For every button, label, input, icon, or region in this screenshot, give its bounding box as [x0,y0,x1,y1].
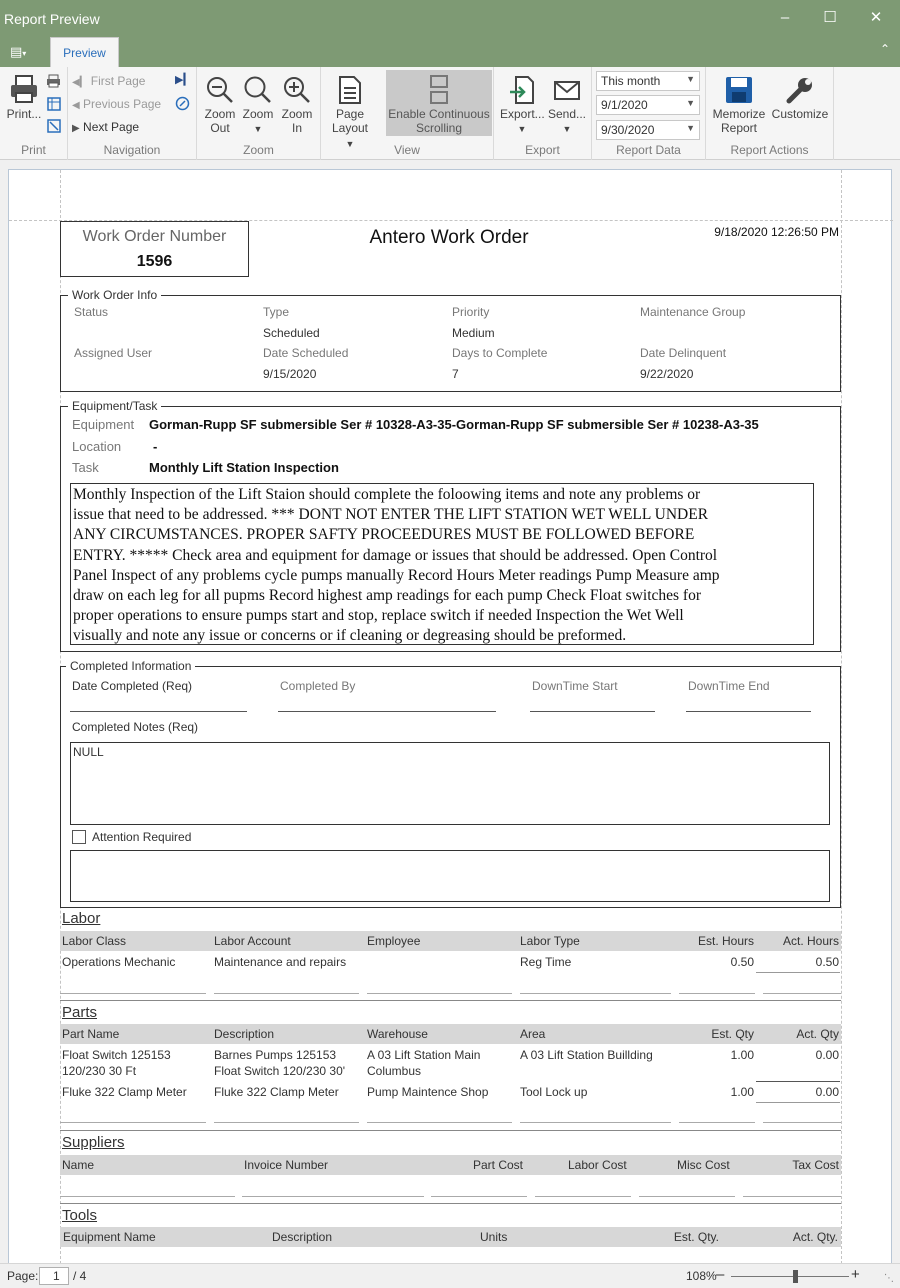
task-description-line: proper operations to ensure pumps start and stop, replace switch if needed Inspection the Wet Well [73,607,684,625]
column-underline [639,1196,735,1197]
suppliers-header-cell: Part Cost [473,1158,524,1172]
minimize-button[interactable]: – [780,9,790,26]
labor-cell: 0.50 [730,955,754,969]
labor-cell: Maintenance and repairs [214,955,347,969]
column-underline [520,993,671,994]
window-title: Report Preview [4,11,100,27]
table-row [60,1084,841,1126]
report-title: Antero Work Order [369,227,529,248]
work-order-info-legend: Work Order Info [68,288,161,302]
page-total: / 4 [73,1269,87,1283]
parts-cell: Pump Maintence Shop [367,1085,489,1099]
completed-notes-label: Completed Notes (Req) [72,720,199,734]
memorize-label-2: Report [720,121,758,135]
column-underline [743,1196,841,1197]
labor-header-cell: Labor Type [520,934,580,948]
zoom-out-icon [205,75,235,105]
attention-required-checkbox[interactable] [72,830,86,844]
title-bar [0,0,900,36]
type-value: Scheduled [263,326,320,340]
task-description-line: Panel Inspect of any problems cycle pumps manually Record Hours Meter readings Pump Measure amp [73,566,720,584]
parts-title: Parts [62,1004,98,1021]
column-underline [520,1122,671,1123]
first-page-button[interactable] [72,74,145,94]
end-date-value: 9/30/2020 [601,123,655,137]
page-number-value: 1 [53,1269,60,1283]
type-label: Type [263,305,290,319]
task-description [70,483,814,645]
labor-cell: 0.50 [815,955,839,969]
zoom-in-label-2: In [291,121,302,135]
parts-cell: Tool Lock up [520,1085,588,1099]
page-setup-icon[interactable] [47,97,61,111]
scale-icon[interactable] [47,119,61,133]
tools-header-cell: Est. Qty. [673,1230,719,1244]
date-range-select[interactable] [596,71,700,91]
zoom-in-slider-button[interactable]: + [851,1266,860,1283]
days-to-complete-value: 7 [452,367,459,381]
continuous-scrolling-button[interactable] [386,75,492,135]
parts-header-cell: Area [520,1027,546,1041]
completed-by-label: Completed By [280,679,356,693]
parts-header-cell: Warehouse [367,1027,428,1041]
zoom-out-label-1: Zoom [204,107,236,121]
collapse-ribbon-icon[interactable]: ⌃ [879,42,890,56]
group-caption-export: Export [525,143,560,157]
report-page [8,169,892,1263]
maximize-button[interactable]: ☐ [823,9,837,26]
completed-notes-value: NULL [73,745,104,759]
group-print [0,67,68,160]
zoom-out-slider-button[interactable]: – [716,1266,725,1283]
zoom-percent: 108% [686,1269,717,1283]
suppliers-header-cell: Misc Cost [677,1158,730,1172]
continuous-label-2: Scrolling [415,121,463,135]
work-order-number-box [60,221,249,277]
zoom-out-label-2: Out [210,121,230,135]
completed-information-section [60,659,841,908]
memorize-label-1: Memorize [712,107,766,121]
page-layout-button[interactable]: Page Layout ▼ [327,75,373,151]
first-page-icon: ◀▎ [72,77,88,88]
suppliers-title: Suppliers [62,1134,125,1151]
next-page-label: Next Page [83,120,140,134]
customize-label: Customize [771,107,829,121]
group-caption-view: View [394,143,420,157]
export-icon [508,75,536,105]
labor-header-cell: Act. Hours [782,934,839,948]
print-button[interactable] [4,73,44,121]
page-number-input[interactable] [39,1267,69,1285]
labor-header-cell: Labor Class [62,934,127,948]
column-underline [535,1196,631,1197]
next-page-button[interactable] [72,120,139,140]
status-bar [0,1263,900,1288]
previous-page-icon: ◀ [72,100,80,111]
zoom-in-button[interactable] [278,75,316,135]
act-hours-underline [756,972,840,973]
parts-cell: 1.00 [730,1048,754,1062]
attention-notes-box[interactable] [70,850,830,902]
parts-cell: 0.00 [815,1085,839,1099]
downtime-end-label: DownTime End [688,679,770,693]
parts-cell: Float Switch 125153 120/230 30 Ft [62,1048,171,1078]
printer-icon [8,73,40,105]
completed-information-legend: Completed Information [66,659,195,673]
location-value: - [153,439,158,454]
date-delinquent-value: 9/22/2020 [640,367,694,381]
zoom-out-button[interactable] [201,75,239,135]
group-caption-zoom: Zoom [243,143,274,157]
column-underline [60,1122,206,1123]
column-underline [679,993,755,994]
act-qty-underline [756,1081,840,1082]
equipment-task-section [60,399,841,652]
close-button[interactable]: ✕ [869,9,883,26]
tools-header-cell: Equipment Name [63,1230,156,1244]
group-report-actions [706,67,834,160]
envelope-icon [553,75,581,105]
table-row [60,1195,841,1199]
send-button[interactable]: Send... ▼ [546,75,588,136]
labor-header-cell: Labor Account [214,934,291,948]
zoom-in-label-1: Zoom [281,107,313,121]
group-caption-print: Print [21,143,46,157]
priority-value: Medium [452,326,495,340]
location-label: Location [72,439,122,454]
export-button[interactable]: Export... ▼ [500,75,544,136]
print-label: Print... [6,107,42,121]
parts-header-cell: Est. Qty [711,1027,754,1041]
section-divider [60,1130,841,1131]
suppliers-header-cell: Invoice Number [244,1158,329,1172]
days-to-complete-label: Days to Complete [452,346,548,360]
suppliers-header-cell: Tax Cost [792,1158,839,1172]
section-divider [60,1000,841,1001]
column-underline [367,993,512,994]
date-completed-label: Date Completed (Req) [72,679,193,693]
parts-header-row [60,1024,841,1044]
parts-cell: Fluke 322 Clamp Meter [214,1085,339,1099]
section-divider [60,1203,841,1204]
labor-cell: Reg Time [520,955,572,969]
table-row [60,954,841,994]
task-description-line: Monthly Inspection of the Lift Staion should complete the foloowing items and note any problems or [73,486,701,503]
wrench-icon [785,75,815,105]
group-caption-report-data: Report Data [616,143,681,157]
page-layout-label-2: Layout [331,121,369,135]
previous-page-label: Previous Page [83,97,162,111]
column-underline [431,1196,527,1197]
continuous-scrolling-icon [427,75,451,105]
parts-header-cell: Act. Qty [796,1027,839,1041]
downtime-end-field[interactable] [686,711,811,712]
group-export [494,67,592,160]
chevron-down-icon: ▼ [686,123,695,133]
parts-cell: Barnes Pumps 125153 Float Switch 120/230 30' [214,1048,346,1078]
group-caption-navigation: Navigation [103,143,161,157]
send-label: Send... [547,107,587,121]
parts-cell: Fluke 322 Clamp Meter [62,1085,187,1099]
start-date-value: 9/1/2020 [601,98,648,112]
group-navigation [68,67,197,160]
column-underline [214,1122,359,1123]
zoom-button[interactable] [239,75,277,136]
save-disk-icon [724,75,754,105]
column-underline [763,1122,841,1123]
ribbon-tab-row [0,36,900,67]
zoom-slider-track[interactable] [731,1276,849,1277]
tools-header-cell: Act. Qty. [792,1230,838,1244]
app-menu-icon[interactable]: ▤▾ [10,44,27,59]
zoom-slider-thumb[interactable] [793,1270,798,1283]
column-underline [60,993,206,994]
parts-cell: 1.00 [730,1085,754,1099]
document-viewer[interactable] [0,160,900,1263]
zoom-dropdown-icon: ▼ [253,124,263,134]
memorize-report-button[interactable] [710,75,768,135]
date-scheduled-value: 9/15/2020 [263,367,317,381]
quick-print-icon[interactable] [46,74,61,88]
task-description-line: draw on each leg for all pupms Record highest amp readings for each pump Check Float switches for [73,587,701,605]
suppliers-header-cell: Labor Cost [568,1158,627,1172]
zoom-label: Zoom [242,107,274,121]
equipment-label: Equipment [72,417,135,432]
tab-preview[interactable]: Preview [50,37,119,67]
labor-header-cell: Employee [367,934,421,948]
resize-grip-icon[interactable]: ⋱ [884,1273,894,1284]
margin-guide [841,170,842,1264]
labor-header-row [60,931,841,951]
work-order-number-label: Work Order Number [82,228,227,245]
column-underline [214,993,359,994]
parts-cell: A 03 Lift Station Buillding [520,1048,653,1062]
last-page-icon[interactable]: ▶▎ [175,74,192,86]
work-order-number: 1596 [136,253,173,270]
go-to-page-icon[interactable] [175,96,190,111]
page-label: Page: [7,1269,39,1283]
chevron-down-icon: ▼ [686,98,695,108]
continuous-label-1: Enable Continuous [388,107,490,121]
priority-label: Priority [452,305,490,319]
suppliers-header-row [60,1155,841,1175]
parts-cell: A 03 Lift Station Main Columbus [367,1048,481,1078]
page-layout-icon [337,75,363,105]
column-underline [242,1196,424,1197]
magnifier-icon [243,75,273,105]
status-label: Status [74,305,109,319]
equipment-task-legend: Equipment/Task [68,399,161,413]
export-label: Export... [500,107,545,121]
task-description-line: visually and note any issue or concerns or if cleaning or degreasing should be preformed. [73,627,627,645]
suppliers-header-cell: Name [62,1158,95,1172]
ribbon [0,67,900,160]
task-description-line: ANY CIRCUMSTANCES. PROPER SAFTY PROCEEDURES MUST BE FOLLOWED BEFORE [73,526,695,544]
column-underline [679,1122,755,1123]
group-zoom [197,67,321,160]
customize-button[interactable] [770,75,830,121]
task-description-line: ENTRY. ***** Check area and equipment for damage or issues that should be addressed. Open Control [73,546,718,564]
date-range-value: This month [601,74,661,88]
tools-title: Tools [62,1207,98,1224]
task-description-line: issue that need to be addressed. *** DONT NOT ENTER THE LIFT STATION WET WELL UNDER [73,506,709,524]
table-row [60,1047,841,1084]
next-page-icon: ▶ [72,123,80,134]
labor-title: Labor [62,910,101,927]
parts-cell: 0.00 [815,1048,839,1062]
group-caption-report-actions: Report Actions [730,143,809,157]
task-value: Monthly Lift Station Inspection [149,460,339,475]
column-underline [763,993,841,994]
page-layout-label-1: Page [335,107,365,121]
parts-header-cell: Part Name [62,1027,120,1041]
work-order-info-section [60,288,841,392]
first-page-label: First Page [90,74,146,88]
date-completed-field[interactable] [70,711,247,712]
labor-header-cell: Est. Hours [697,934,754,948]
assigned-user-label: Assigned User [74,346,153,360]
downtime-start-field[interactable] [530,711,655,712]
labor-cell: Operations Mechanic [62,955,176,969]
report-timestamp: 9/18/2020 12:26:50 PM [714,225,839,239]
zoom-in-icon [282,75,312,105]
date-delinquent-label: Date Delinquent [640,346,727,360]
act-qty-underline [756,1102,840,1103]
column-underline [60,1196,235,1197]
attention-required-label: Attention Required [92,830,192,844]
tools-header-cell: Units [480,1230,508,1244]
completed-by-field[interactable] [278,711,496,712]
maintenance-group-label: Maintenance Group [640,305,746,319]
tools-header-row [60,1227,841,1247]
downtime-start-label: DownTime Start [532,679,618,693]
end-date-picker[interactable] [596,120,700,140]
parts-header-cell: Description [214,1027,275,1041]
date-scheduled-label: Date Scheduled [263,346,349,360]
tools-header-cell: Description [272,1230,333,1244]
completed-notes-box[interactable] [70,742,830,825]
task-label: Task [72,460,99,475]
equipment-value: Gorman-Rupp SF submersible Ser # 10328-A3-35-Gorman-Rupp SF submersible Ser # 10238-A3-35 [149,417,759,432]
previous-page-button[interactable] [72,97,161,117]
column-underline [367,1122,512,1123]
chevron-down-icon: ▼ [686,74,695,84]
start-date-picker[interactable] [596,95,700,115]
